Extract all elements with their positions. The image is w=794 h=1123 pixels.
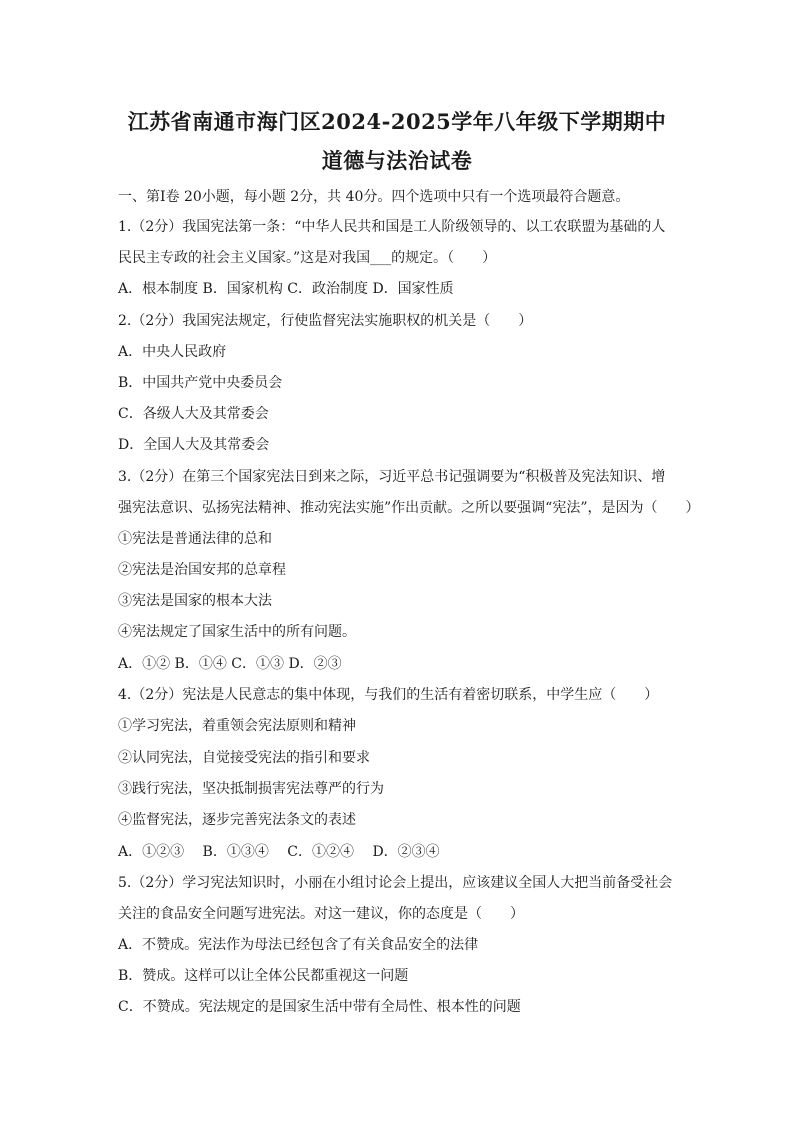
question-3-line-1: 3.（2分）在第三个国家宪法日到来之际，习近平总书记强调要为“积极普及宪法知识、增	[118, 469, 666, 485]
question-4-stem: 4.（2分）宪法是人民意志的集中体现，与我们的生活有着密切联系，中学生应（ ）	[118, 687, 659, 703]
question-3-item-2: ②宪法是治国安邦的总章程	[118, 562, 286, 578]
question-4-item-2: ②认同宪法，自觉接受宪法的指引和要求	[118, 750, 370, 766]
question-5-option-a: A．不赞成。宪法作为母法已经包含了有关食品安全的法律	[118, 937, 479, 953]
exam-subtitle: 道德与法治试卷	[321, 148, 473, 173]
question-3-item-4: ④宪法规定了国家生活中的所有问题。	[118, 624, 356, 640]
question-2-option-a: A．中央人民政府	[118, 344, 227, 360]
question-5-line-1: 5.（2分）学习宪法知识时，小丽在小组讨论会上提出，应该建议全国人大把当前备受社会	[118, 875, 673, 891]
question-1-options: A．根本制度 B．国家机构 C．政治制度 D．国家性质	[118, 281, 454, 297]
question-5-option-b: B．赞成。这样可以让全体公民都重视这一问题	[118, 968, 409, 984]
question-2-option-b: B．中国共产党中央委员会	[118, 375, 283, 391]
question-4-options: A．①②③ B．①③④ C．①②④ D．②③④	[118, 844, 440, 860]
question-4-item-4: ④监督宪法，逐步完善宪法条文的表述	[118, 812, 356, 828]
question-3-item-3: ③宪法是国家的根本大法	[118, 593, 272, 609]
question-3-line-2: 强宪法意识、弘扬宪法精神、推动宪法实施”作出贡献。之所以要强调“宪法”，是因为（ ）	[118, 500, 700, 516]
exam-title: 江苏省南通市海门区2024-2025学年八年级下学期期中	[127, 109, 667, 134]
question-3-options: A．①② B．①④ C．①③ D．②③	[118, 656, 342, 672]
question-3-item-1: ①宪法是普通法律的总和	[118, 531, 272, 547]
question-1-line-1: 1.（2分）我国宪法第一条：“中华人民共和国是工人阶级领导的、以工农联盟为基础的人	[118, 219, 666, 235]
question-2-option-c: C．各级人大及其常委会	[118, 406, 269, 422]
question-1-line-2: 民民主专政的社会主义国家。”这是对我国___的规定。（ ）	[118, 250, 497, 266]
question-5-line-2: 关注的食品安全问题写进宪法。对这一建议，你的态度是（ ）	[118, 906, 524, 922]
question-2-option-d: D．全国人大及其常委会	[118, 437, 270, 453]
section-heading: 一、第Ⅰ卷 20小题，每小题 2分，共 40分。四个选项中只有一个选项最符合题意。	[118, 189, 630, 205]
question-4-item-1: ①学习宪法，着重领会宪法原则和精神	[118, 718, 356, 734]
question-2-stem: 2.（2分）我国宪法规定，行使监督宪法实施职权的机关是（ ）	[118, 313, 533, 329]
question-4-item-3: ③践行宪法，坚决抵制损害宪法尊严的行为	[118, 781, 384, 797]
question-5-option-c: C．不赞成。宪法规定的是国家生活中带有全局性、根本性的问题	[118, 999, 521, 1015]
